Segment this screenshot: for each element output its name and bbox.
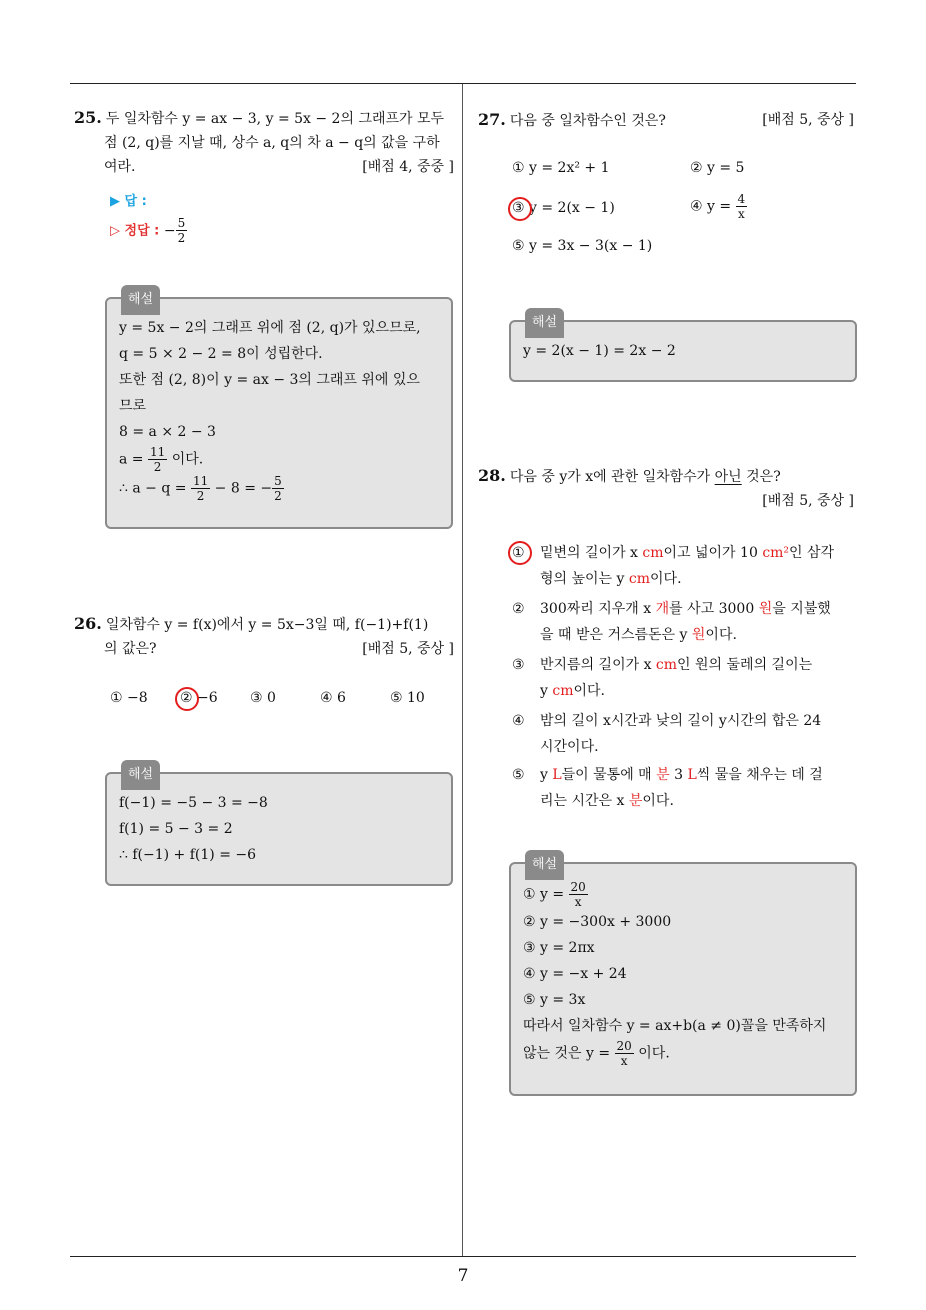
selected-answer-circle	[508, 541, 532, 565]
option-4[interactable]: ④ y = $\frac{4}{x}$	[690, 192, 746, 221]
solution-line: q = 5 × 2 − 2 = 8이 성립한다.	[119, 346, 323, 362]
page-number: 7	[457, 1266, 469, 1286]
option-2[interactable]: ② −6	[180, 690, 218, 706]
option-5[interactable]: ⑤ 10	[390, 690, 425, 706]
option-1[interactable]: ① y = 2x² + 1	[512, 160, 610, 176]
option-4[interactable]: ④ 6	[320, 690, 346, 706]
option-4[interactable]: ④ 밤의 길이 x시간과 낮의 길이 y시간의 합은 24 시간이다.	[512, 713, 822, 755]
question-text: 일차함수 y = f(x)에서 y = 5x−3일 때, f(−1)+f(1)	[105, 617, 429, 633]
option-3[interactable]: ③ 0	[250, 690, 276, 706]
solution-tag: 해설	[525, 308, 564, 338]
solution-tag: 해설	[121, 285, 160, 315]
question-text: 다음 중 y가 x에 관한 일차함수가	[509, 469, 715, 485]
solution-line: f(−1) = −5 − 3 = −8	[119, 795, 268, 811]
solution-line: 므로	[119, 398, 147, 414]
solution-line: ④ y = −x + 24	[523, 966, 627, 982]
score-label: [배점 5, 중상 ]	[362, 641, 454, 657]
solution-tag: 해설	[121, 760, 160, 790]
option-2[interactable]: ② y = 5	[690, 160, 745, 176]
solution-line: ∴ f(−1) + f(1) = −6	[119, 847, 257, 863]
score-label: [배점 5, 중상 ]	[762, 493, 854, 509]
column-divider	[462, 84, 463, 1257]
option-1[interactable]: ① −8	[110, 690, 148, 706]
question-26	[74, 612, 454, 661]
question-text: 의 값은?	[104, 641, 157, 657]
option-3[interactable]: ③ y = 2(x − 1)	[512, 200, 615, 216]
solution-line: 또한 점 (2, 8)이 y = ax − 3의 그래프 위에 있으	[119, 372, 420, 388]
question-25	[74, 106, 454, 179]
option-5[interactable]: ⑤ y = 3x − 3(x − 1)	[512, 238, 653, 254]
solution-line: ∴ a − q = $\frac{11}{2}$ − 8 = − $\frac{5}{2}$	[119, 474, 282, 503]
solution-box-28	[509, 857, 857, 1096]
question-text: 것은?	[741, 469, 781, 485]
top-rule	[70, 83, 856, 84]
solution-line: y = 5x − 2의 그래프 위에 점 (2, q)가 있으므로,	[119, 320, 421, 336]
underlined-word: 아닌	[714, 469, 742, 485]
question-text: 두 일차함수 y = ax − 3, y = 5x − 2의 그래프가 모두	[105, 111, 445, 127]
question-text: 점 (2, q)를 지날 때, 상수 a, q의 차 a − q의 값을 구하	[104, 135, 440, 151]
solution-line: ② y = −300x + 3000	[523, 914, 672, 930]
solution-line: y = 2(x − 1) = 2x − 2	[523, 343, 676, 359]
solution-line: ③ y = 2πx	[523, 940, 595, 956]
answer-field[interactable]: ▶ 답 :	[110, 194, 147, 209]
question-27	[478, 108, 854, 133]
question-text: 다음 중 일차함수인 것은?	[509, 113, 666, 129]
option-1[interactable]: ① 밑변의 길이가 x cm이고 넓이가 10 cm²인 삼각 형의 높이는 y cm이다.	[512, 545, 835, 587]
solution-line: 따라서 일차함수 y = ax+b(a ≠ 0)꼴을 만족하지	[523, 1018, 827, 1034]
question-number: 27.	[478, 110, 506, 129]
solution-line: 않는 것은 y = $\frac{20}{x}$ 이다.	[523, 1039, 670, 1068]
solution-tag: 해설	[525, 850, 564, 880]
question-28	[478, 464, 854, 513]
selected-answer-circle	[175, 687, 199, 711]
question-number: 26.	[74, 614, 102, 633]
question-number: 28.	[478, 466, 506, 485]
solution-line: 8 = a × 2 − 3	[119, 424, 216, 440]
option-5[interactable]: ⑤ y L들이 물통에 매 분 3 L씩 물을 채우는 데 걸 리는 시간은 x 분이다.	[512, 767, 823, 809]
score-label: [배점 5, 중상 ]	[762, 112, 854, 128]
option-3[interactable]: ③ 반지름의 길이가 x cm인 원의 둘레의 길이는 y cm이다.	[512, 657, 813, 699]
selected-answer-circle	[508, 197, 532, 221]
solution-line: f(1) = 5 − 3 = 2	[119, 821, 233, 837]
solution-box-25	[105, 292, 453, 529]
score-label: [배점 4, 중중 ]	[362, 159, 454, 175]
correct-answer: ▷ 정답 : − $\frac{5}{2}$	[110, 216, 186, 245]
solution-box-27	[509, 315, 857, 382]
option-2[interactable]: ② 300짜리 지우개 x 개를 사고 3000 원을 지불했 을 때 받은 거스름돈은 y 원이다.	[512, 601, 831, 643]
solution-line: ① y = $\frac{20}{x}$	[523, 880, 586, 909]
solution-box-26	[105, 767, 453, 886]
solution-line: a = $\frac{11}{2}$ 이다.	[119, 445, 204, 474]
question-text: 여라.	[104, 159, 136, 175]
bottom-rule	[70, 1256, 856, 1257]
solution-line: ⑤ y = 3x	[523, 992, 586, 1008]
question-number: 25.	[74, 108, 102, 127]
